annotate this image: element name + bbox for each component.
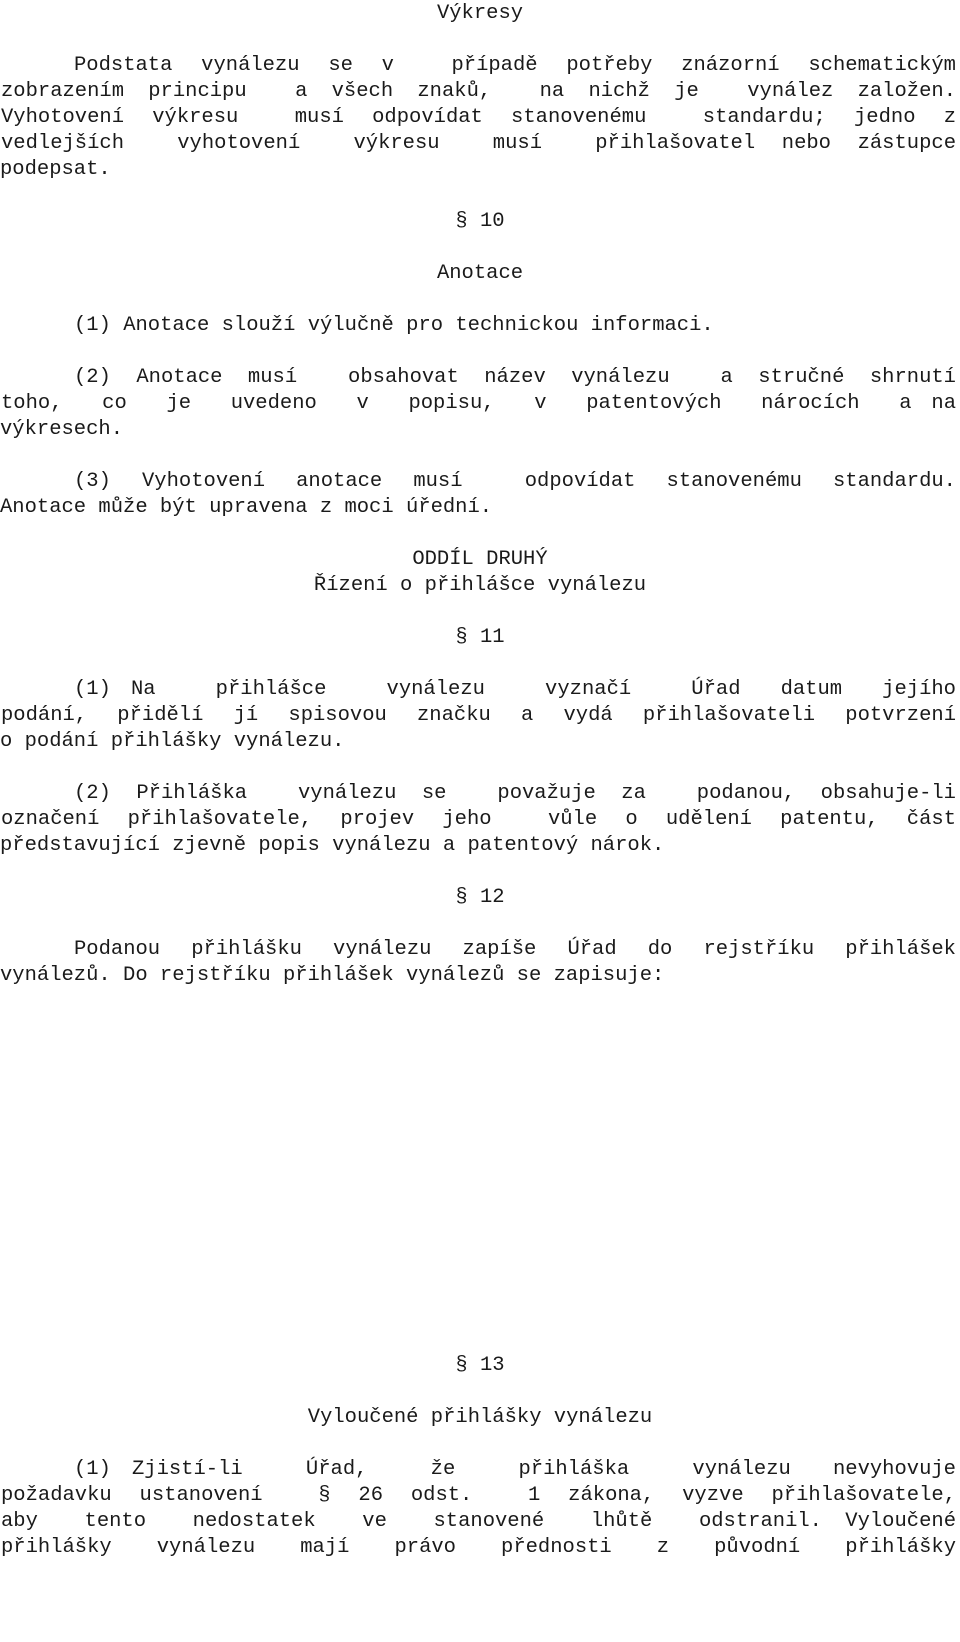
list-item-continuation	[0, 1248, 960, 1276]
section-number: § 13	[455, 1354, 505, 1377]
list-item	[0, 1040, 960, 1068]
part-title: Řízení o přihlášce vynálezu	[313, 574, 647, 597]
list-item	[0, 1144, 960, 1172]
list-item	[0, 1118, 960, 1146]
text-line: toho, co je uvedeno v popisu, v patentových nárocích a na	[1, 392, 956, 415]
text-line: aby tento nedostatek ve stanovené lhůtě odstranil. Vyloučené	[1, 1510, 956, 1533]
list-item	[0, 1066, 960, 1094]
section-title: Anotace	[436, 262, 524, 285]
list-item	[0, 1170, 960, 1198]
text-line: podepsat.	[0, 158, 111, 181]
text-line: označení přihlašovatele, projev jeho vůle o udělení patentu, část	[1, 808, 956, 831]
list-item	[0, 1222, 960, 1250]
text-line: Podstata vynálezu se v případě potřeby znázorní schematickým	[74, 54, 956, 77]
list-item	[0, 1274, 960, 1302]
list-item	[0, 1014, 960, 1042]
text-line: výkresech.	[0, 418, 124, 441]
text-line: (3) Vyhotovení anotace musí odpovídat stanovenému standardu.	[74, 470, 956, 493]
text-line: (1) Na přihlášce vynálezu vyznačí Úřad datum jejího	[74, 678, 956, 701]
section-number: § 12	[455, 886, 505, 909]
text-line: (1) Zjistí-li Úřad, že přihláška vynálezu nevyhovuje	[74, 1458, 956, 1481]
text-line: zobrazením principu a všech znaků, na nichž je vynález založen.	[1, 80, 956, 103]
text-line: přihlášky vynálezu mají právo přednosti z původní přihlášky	[1, 1536, 956, 1559]
text-line: (1) Anotace slouží výlučně pro technickou informaci.	[74, 314, 714, 337]
list-item	[0, 1092, 960, 1120]
text-line: Anotace může být upravena z moci úřední.	[0, 496, 493, 519]
text-line: představující zjevně popis vynálezu a patentový nárok.	[0, 834, 665, 857]
text-line: o podání přihlášky vynálezu.	[0, 730, 345, 753]
text-line: podání, přidělí jí spisovou značku a vydá přihlašovateli potvrzení	[1, 704, 956, 727]
section-number: § 11	[455, 626, 505, 649]
text-line: (2) Přihláška vynálezu se považuje za podanou, obsahuje-li	[74, 782, 956, 805]
list-item	[0, 1300, 960, 1328]
text-line: vedlejších vyhotovení výkresu musí přihlašovatel nebo zástupce	[1, 132, 956, 155]
section-title: Vyloučené přihlášky vynálezu	[307, 1406, 653, 1429]
text-line: Vyhotovení výkresu musí odpovídat stanovenému standardu; jedno z	[1, 106, 956, 129]
section-number: § 10	[455, 210, 505, 233]
text-line: Podanou přihlášku vynálezu zapíše Úřad do rejstříku přihlášek	[74, 938, 956, 961]
heading-vykresy: Výkresy	[436, 2, 524, 25]
text-line: vynálezů. Do rejstříku přihlášek vynálezů se zapisuje:	[0, 964, 665, 987]
list-item-continuation	[0, 1196, 960, 1224]
text-line: požadavku ustanovení § 26 odst. 1 zákona, vyzve přihlašovatele,	[1, 1484, 956, 1507]
text-line: (2) Anotace musí obsahovat název vynálezu a stručné shrnutí	[74, 366, 956, 389]
part-label: ODDÍL DRUHÝ	[412, 548, 548, 571]
